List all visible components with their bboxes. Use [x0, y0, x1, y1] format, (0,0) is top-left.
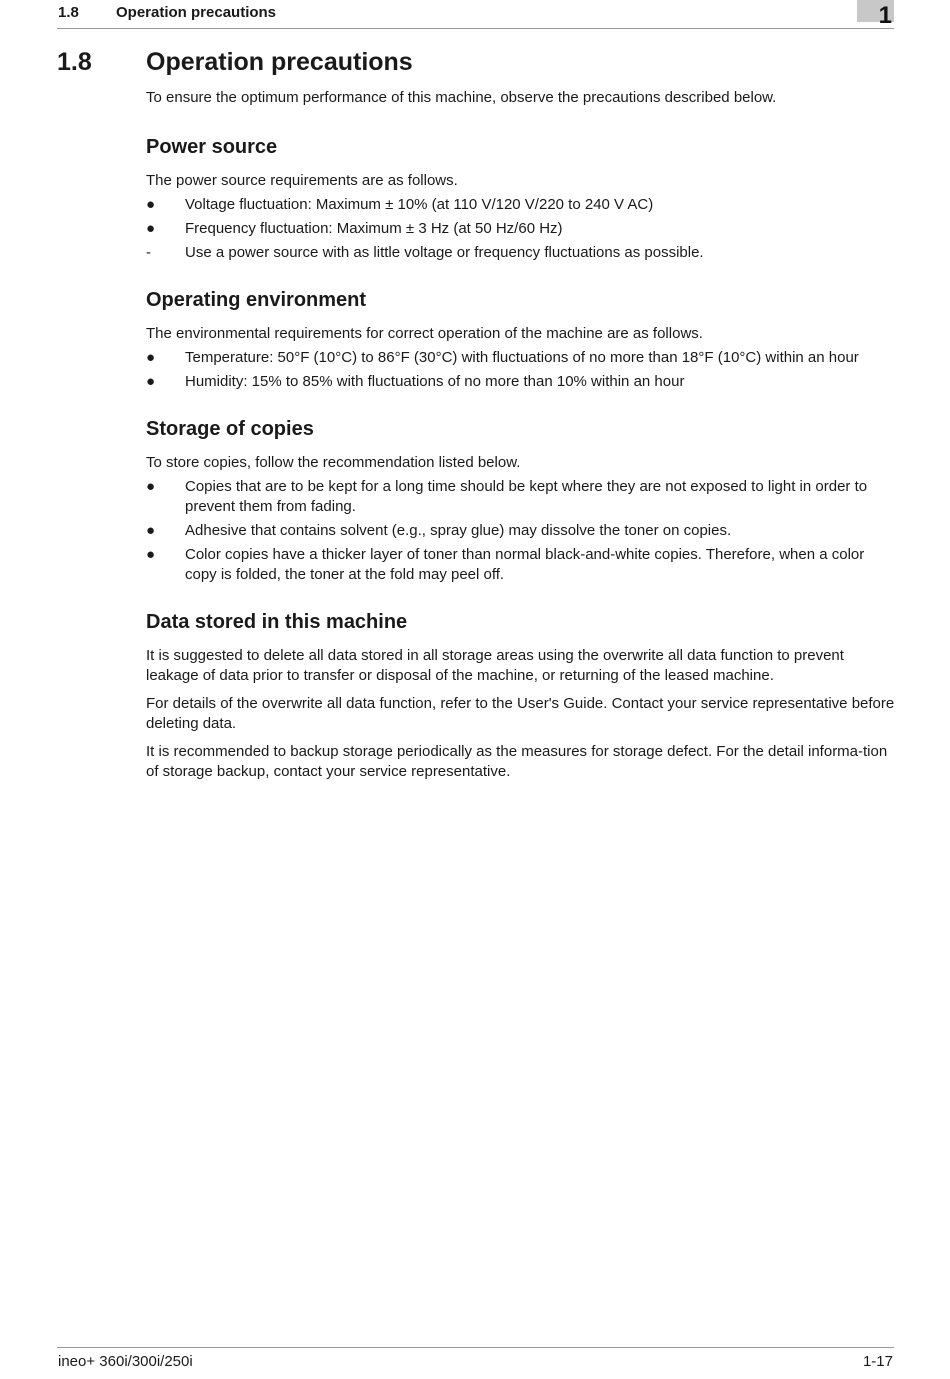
dash-marker: -: [146, 244, 151, 261]
list-item-text: Adhesive that contains solvent (e.g., spray glue) may dissolve the toner on copies.: [185, 522, 732, 539]
power-source-lead: The power source requirements are as follows.: [146, 172, 458, 189]
list-item-text: Temperature: 50°F (10°C) to 86°F (30°C) with fluctuations of no more than 18°F (10°C) within an hour: [185, 349, 859, 366]
list-item: [146, 243, 896, 263]
data-stored-heading: Data stored in this machine: [146, 611, 408, 633]
main-content: [146, 88, 896, 806]
storage-of-copies-list: [146, 477, 896, 585]
operating-environment-lead: The environmental requirements for correct operation of the machine are as follows.: [146, 325, 703, 342]
list-item-text: Copies that are to be kept for a long time should be kept where they are not exposed to light in order to prevent them from fading.: [185, 478, 868, 515]
list-item-text: Use a power source with as little voltage or frequency fluctuations as possible.: [185, 244, 704, 261]
power-source-section: [146, 134, 896, 263]
chapter-tab: [857, 0, 894, 29]
list-item: [146, 545, 896, 585]
intro-paragraph: To ensure the optimum performance of this machine, observe the precautions described below.: [146, 89, 777, 106]
page-number: 1-17: [862, 1353, 893, 1370]
data-stored-paragraph: It is recommended to backup storage periodically as the measures for storage defect. For the detail informa-tion of storage backup, contact your service representative.: [146, 743, 888, 780]
list-item-text: Color copies have a thicker layer of toner than normal black-and-white copies. Therefore, when a color copy is folded, the toner at the fold may peel off.: [185, 546, 865, 583]
chapter-number: 1: [878, 2, 892, 29]
power-source-list: [146, 195, 896, 263]
bullet-marker: ●: [146, 220, 156, 237]
list-item: [146, 219, 896, 239]
header-section-number: 1.8: [58, 4, 79, 21]
operating-environment-section: [146, 287, 896, 392]
data-stored-section: [146, 609, 896, 782]
bullet-marker: ●: [146, 349, 156, 366]
data-stored-paragraph: It is suggested to delete all data stored in all storage areas using the overwrite all data function to prevent leakage of data prior to transfer or disposal of the machine, or returning of the leased machine.: [146, 647, 844, 684]
operating-environment-list: [146, 348, 896, 392]
storage-of-copies-section: [146, 416, 896, 585]
storage-of-copies-heading: Storage of copies: [146, 418, 314, 440]
list-item: [146, 477, 896, 517]
list-item-text: Humidity: 15% to 85% with fluctuations of no more than 10% within an hour: [185, 373, 685, 390]
operating-environment-heading: Operating environment: [146, 289, 367, 311]
list-item-text: Voltage fluctuation: Maximum ± 10% (at 110 V/120 V/220 to 240 V AC): [185, 196, 654, 213]
list-item: [146, 348, 896, 368]
data-stored-paragraph: For details of the overwrite all data function, refer to the User's Guide. Contact your service representative before deleting data.: [146, 695, 895, 732]
list-item: [146, 195, 896, 215]
header-section-title: Operation precautions: [116, 4, 277, 21]
list-item-text: Frequency fluctuation: Maximum ± 3 Hz (at 50 Hz/60 Hz): [185, 220, 563, 237]
page-title: Operation precautions: [146, 48, 413, 76]
bullet-marker: ●: [146, 478, 156, 495]
bullet-marker: ●: [146, 522, 156, 539]
storage-of-copies-lead: To store copies, follow the recommendation listed below.: [146, 454, 521, 471]
power-source-heading: Power source: [146, 136, 278, 158]
running-header: [57, 0, 894, 29]
section-number: 1.8: [57, 48, 92, 76]
bullet-marker: ●: [146, 373, 156, 390]
bullet-marker: ●: [146, 196, 156, 213]
bullet-marker: ●: [146, 546, 156, 563]
list-item: [146, 521, 896, 541]
running-footer: [57, 1347, 894, 1378]
footer-product-name: ineo+ 360i/300i/250i: [58, 1353, 193, 1370]
list-item: [146, 372, 896, 392]
